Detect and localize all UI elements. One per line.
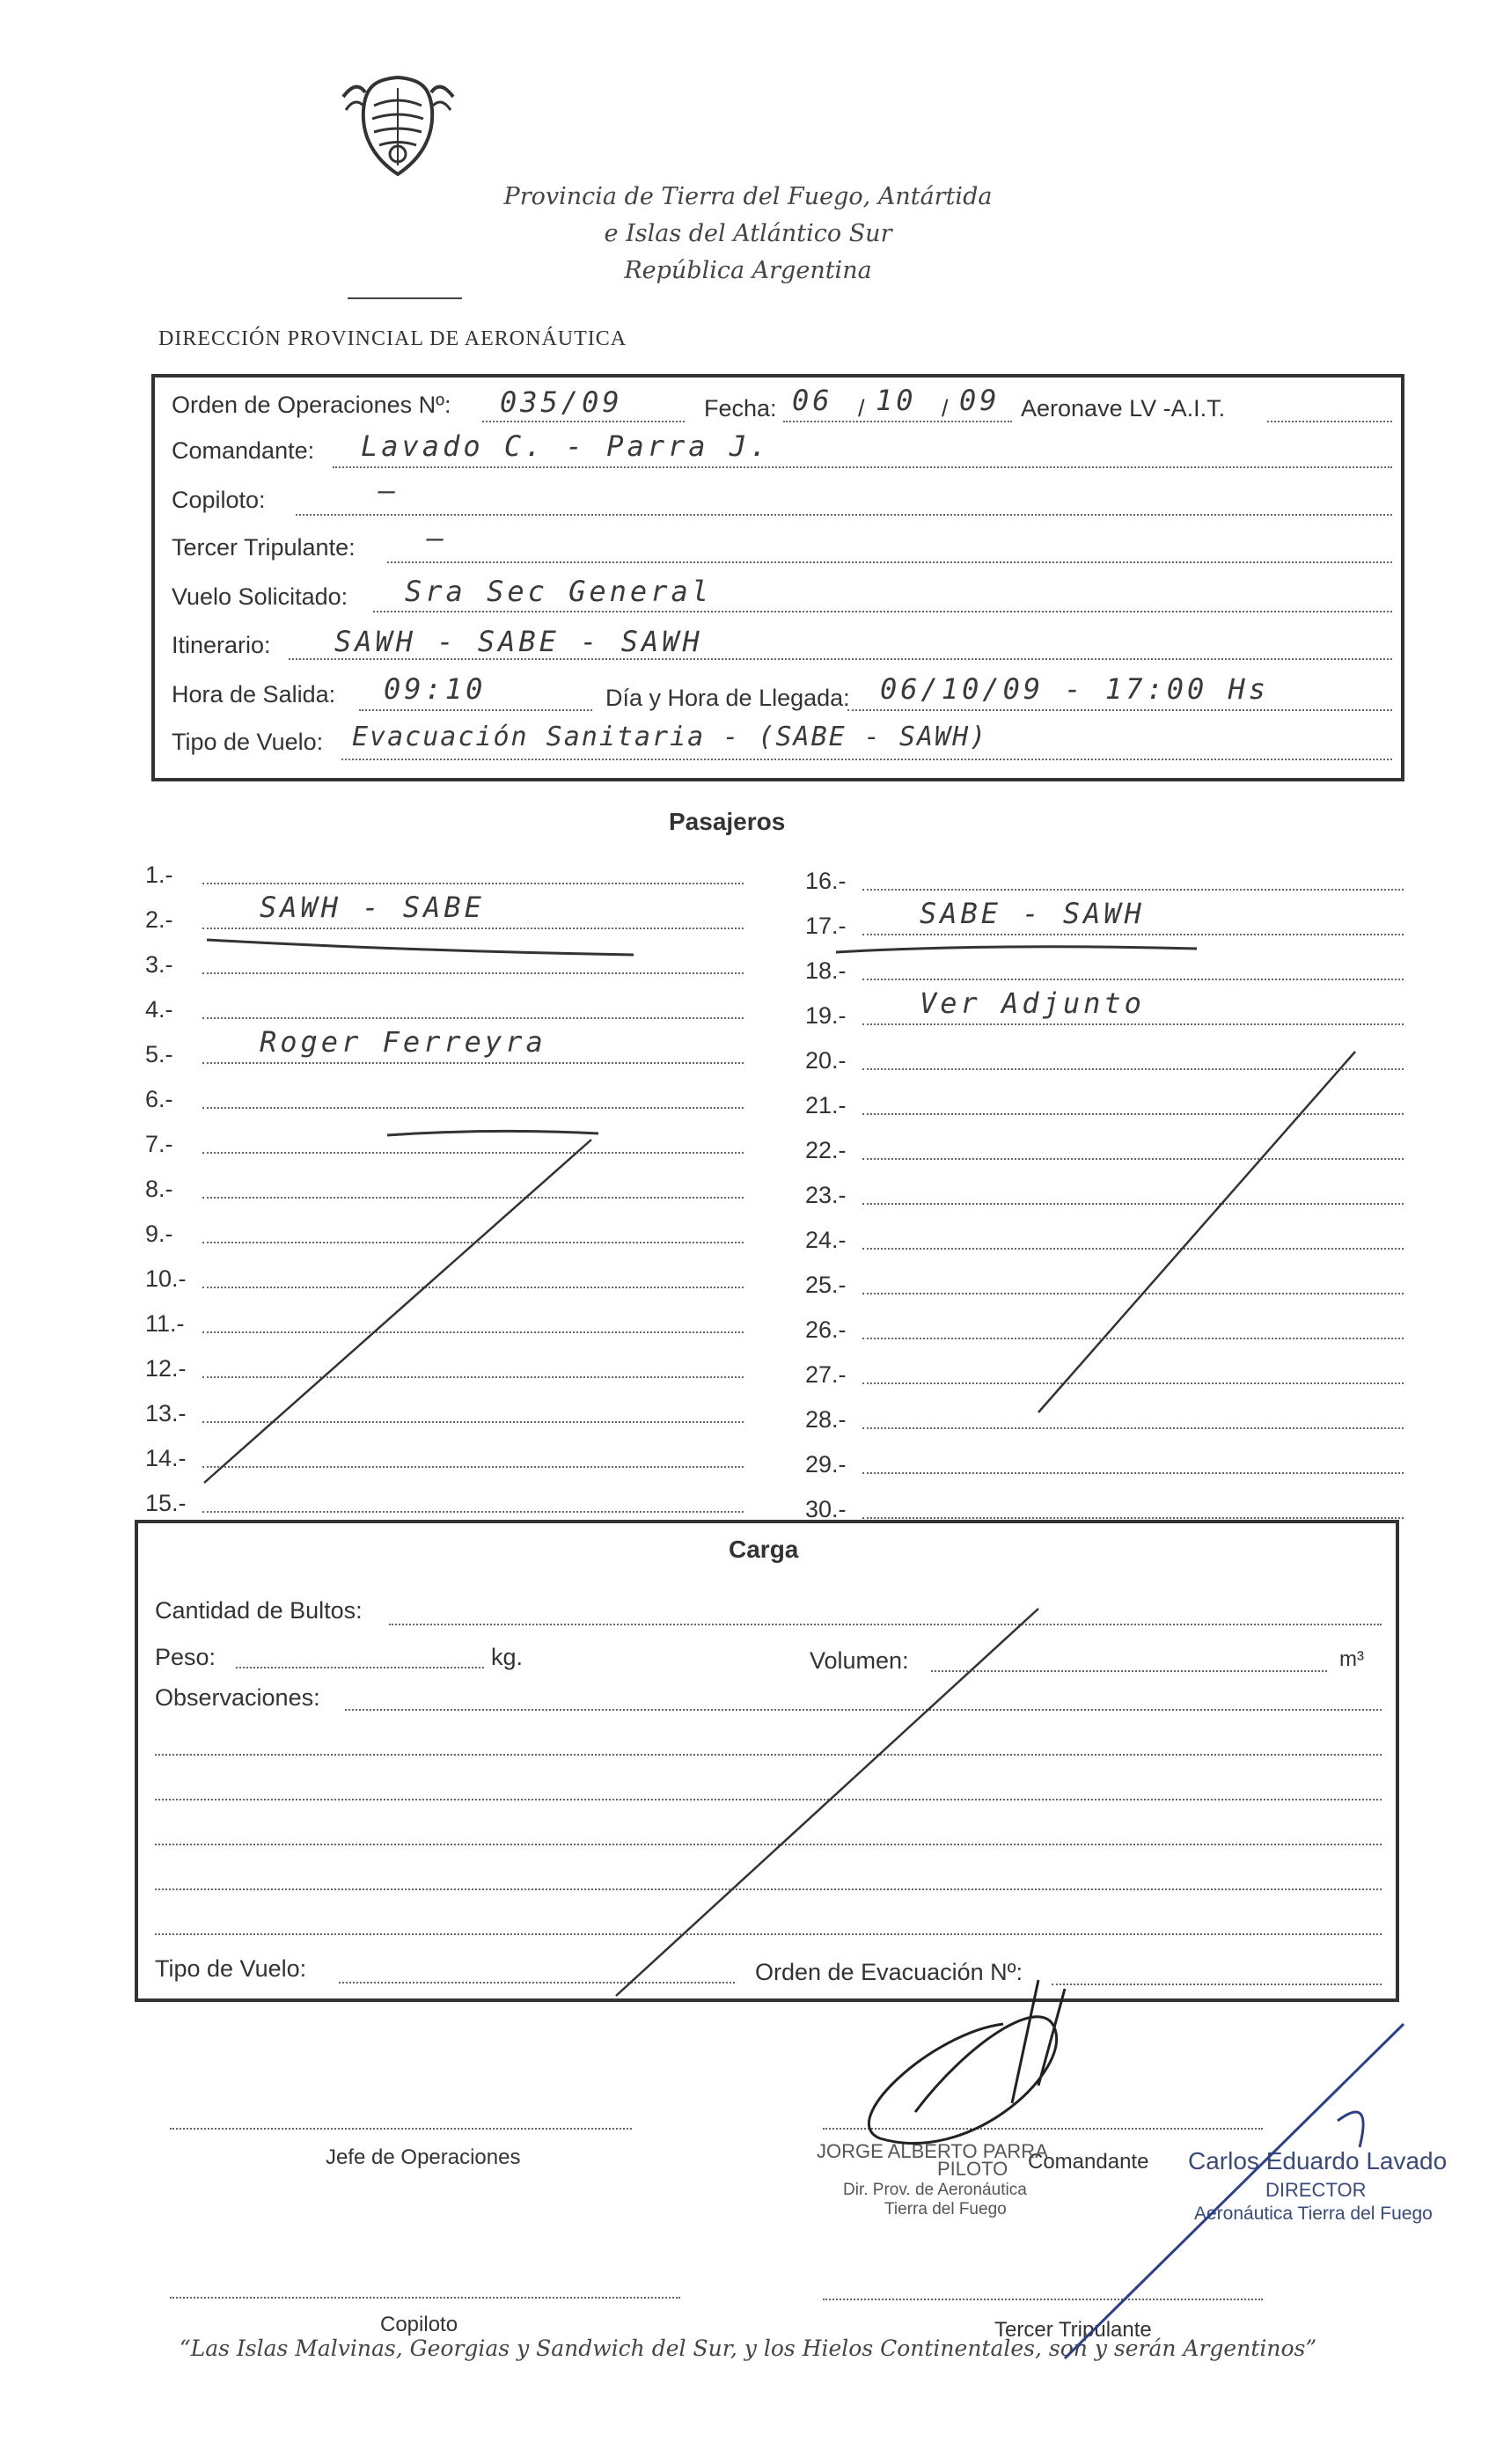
pasajero-value: SABE - SAWH <box>920 897 1145 930</box>
pasajero-number: 4.- <box>145 996 173 1023</box>
stamp-lavado-name: Carlos Eduardo Lavado <box>1188 2147 1448 2174</box>
pasajero-number: 30.- <box>805 1496 847 1522</box>
pasajero-number: 8.- <box>145 1176 173 1202</box>
stamp-parra-title: PILOTO <box>937 2158 1008 2180</box>
stamp-lavado-title: DIRECTOR <box>1265 2179 1367 2201</box>
pasajero-number: 26.- <box>805 1316 847 1343</box>
jefe-operaciones-label: Jefe de Operaciones <box>326 2145 521 2169</box>
tipo-vuelo-value: Evacuación Sanitaria - (SABE - SAWH) <box>352 722 988 752</box>
pasajero-value: SAWH - SABE <box>260 891 485 924</box>
comandante-sign-label: Comandante <box>1028 2150 1149 2174</box>
pasajero-number: 21.- <box>805 1092 847 1118</box>
province-name-line1: Provincia de Tierra del Fuego, Antártida <box>503 183 993 210</box>
aeronave-label: Aeronave LV -A.I.T. <box>1021 395 1226 422</box>
stamp-parra-org: Dir. Prov. de Aeronáutica <box>843 2181 1027 2199</box>
pasajero-number: 17.- <box>805 913 847 939</box>
stamp-parra-name: JORGE ALBERTO PARRA <box>817 2140 1048 2162</box>
hora-salida-label: Hora de Salida: <box>172 681 336 708</box>
itinerario-value: SAWH - SABE - SAWH <box>334 625 703 658</box>
pasajero-number: 23.- <box>805 1182 847 1208</box>
pasajero-value: Roger Ferreyra <box>260 1025 546 1059</box>
pasajero-number: 6.- <box>145 1086 173 1112</box>
fecha-sep1: / <box>858 395 865 422</box>
pasajero-value: Ver Adjunto <box>920 986 1145 1020</box>
pasajero-number: 18.- <box>805 957 847 984</box>
pasajero-number: 1.- <box>145 862 173 888</box>
observaciones-label: Observaciones: <box>155 1684 320 1711</box>
fecha-dia: 06 <box>792 384 833 417</box>
tipo-vuelo-label: Tipo de Vuelo: <box>172 729 324 755</box>
pasajero-number: 15.- <box>145 1490 187 1516</box>
orden-numero-value: 035/09 <box>500 385 623 419</box>
vuelo-solicitado-label: Vuelo Solicitado: <box>172 583 348 610</box>
tercer-sign-label: Tercer Tripulante <box>994 2318 1152 2342</box>
llegada-value: 06/10/09 - 17:00 Hs <box>880 672 1270 706</box>
pasajero-number: 3.- <box>145 951 173 978</box>
peso-unit: kg. <box>491 1644 524 1670</box>
llegada-label: Día y Hora de Llegada: <box>605 685 850 711</box>
carga-title: Carga <box>729 1536 799 1563</box>
direccion-title: DIRECCIÓN PROVINCIAL DE AERONÁUTICA <box>158 327 627 350</box>
comandante-value: Lavado C. - Parra J. <box>361 429 771 463</box>
vuelo-solicitado-value: Sra Sec General <box>405 575 712 608</box>
fecha-mes: 10 <box>876 384 917 417</box>
orden-numero-label: Orden de Operaciones Nº: <box>172 392 451 418</box>
pasajero-number: 29.- <box>805 1451 847 1478</box>
pasajero-number: 24.- <box>805 1227 847 1253</box>
bultos-label: Cantidad de Bultos: <box>155 1597 363 1624</box>
copiloto-sign-label: Copiloto <box>380 2313 458 2336</box>
province-name-line2: e Islas del Atlántico Sur <box>604 220 892 247</box>
pasajeros-title: Pasajeros <box>669 808 786 835</box>
stamp-lavado-org: Aeronáutica Tierra del Fuego <box>1194 2204 1433 2224</box>
tercer-tripulante-label: Tercer Tripulante: <box>172 534 356 561</box>
pasajero-number: 13.- <box>145 1400 187 1426</box>
comandante-label: Comandante: <box>172 437 315 464</box>
peso-label: Peso: <box>155 1644 216 1670</box>
volumen-unit: m³ <box>1339 1647 1364 1671</box>
pasajero-number: 27.- <box>805 1361 847 1388</box>
country-name: República Argentina <box>624 257 872 284</box>
pasajero-number: 2.- <box>145 906 173 933</box>
fecha-label: Fecha: <box>704 395 777 422</box>
pasajero-number: 28.- <box>805 1406 847 1433</box>
pasajero-number: 25.- <box>805 1272 847 1298</box>
volumen-label: Volumen: <box>810 1647 909 1674</box>
pasajero-number: 10.- <box>145 1265 187 1292</box>
pasajero-number: 16.- <box>805 868 847 894</box>
orden-evacuacion-label: Orden de Evacuación Nº: <box>755 1959 1023 1985</box>
fecha-sep2: / <box>942 395 949 422</box>
pasajero-number: 20.- <box>805 1047 847 1074</box>
pasajero-number: 5.- <box>145 1041 173 1067</box>
pasajero-number: 12.- <box>145 1355 187 1382</box>
stamp-parra-place: Tierra del Fuego <box>884 2200 1007 2218</box>
pasajero-number: 19.- <box>805 1002 847 1029</box>
carga-tipo-vuelo-label: Tipo de Vuelo: <box>155 1955 307 1982</box>
pasajero-number: 22.- <box>805 1137 847 1163</box>
itinerario-label: Itinerario: <box>172 632 271 658</box>
tercer-tripulante-value: — <box>427 521 448 554</box>
hora-salida-value: 09:10 <box>384 672 487 706</box>
footer-quote: “Las Islas Malvinas, Georgias y Sandwich del Sur, y los Hielos Continentales, son y serán Argentinos” <box>179 2336 1317 2361</box>
copiloto-value: — <box>378 473 400 507</box>
copiloto-label: Copiloto: <box>172 487 266 513</box>
fecha-anio: 09 <box>959 384 1001 417</box>
pasajero-number: 14.- <box>145 1445 187 1471</box>
pasajero-number: 9.- <box>145 1221 173 1247</box>
pasajero-number: 7.- <box>145 1131 173 1157</box>
pasajero-number: 11.- <box>145 1310 185 1337</box>
